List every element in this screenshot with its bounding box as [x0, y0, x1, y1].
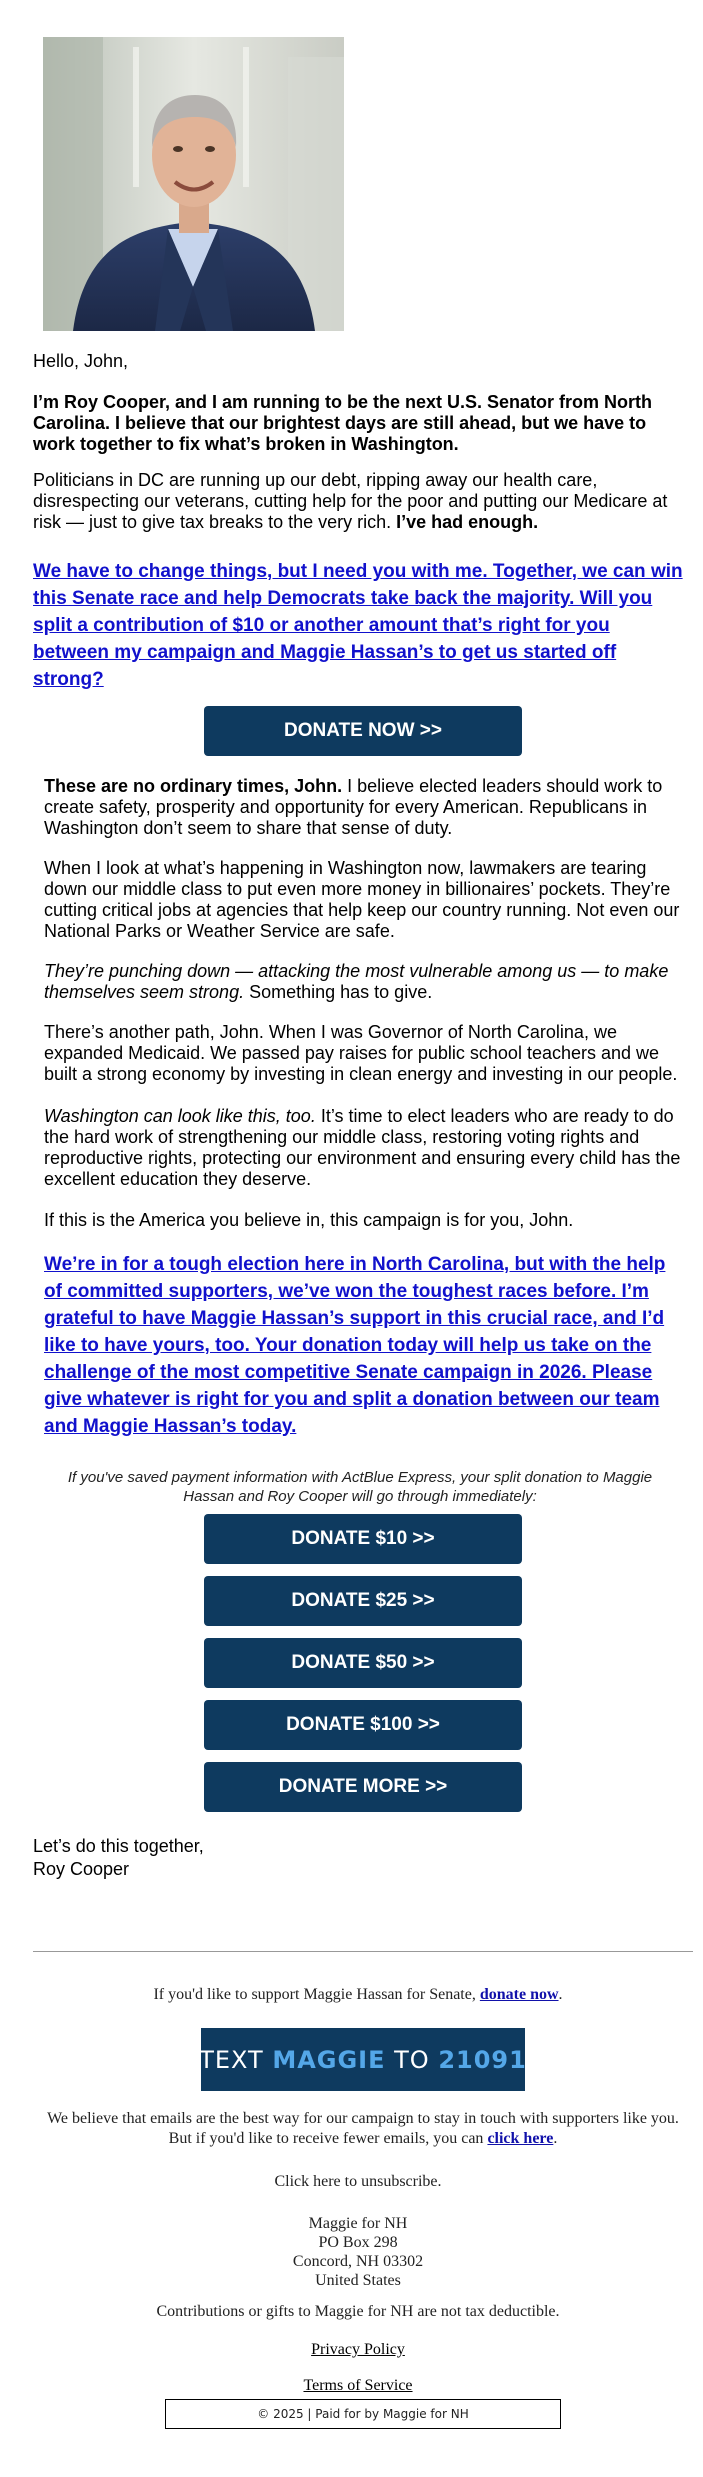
donate-25-button[interactable]: DONATE $25 >>: [204, 1576, 522, 1626]
ask-link-2[interactable]: We’re in for a tough election here in North Carolina, but with the help of committed supporters, we’ve won the toughest races before. I’m grateful to have Maggie Hassan’s support in this crucial race, and I’d like to have yours, too. Your donation today will help us take on the challenge of the most competitive Senate campaign in 2026. Please give whatever is right for you and split a donation between our team and Maggie Hassan’s today.: [44, 1254, 666, 1437]
signature: Roy Cooper: [33, 1859, 130, 1879]
footer-donate-now-link[interactable]: donate now: [479, 1986, 559, 2003]
paragraph-punching-down: [44, 961, 683, 1003]
paragraph-debt-text: Politicians in DC are running up our debt, ripping away our health care, disrespecting our veterans, cutting help for the poor and putting our Medicare at risk — just to give tax breaks to the very rich.: [33, 470, 668, 532]
donate-now-button[interactable]: DONATE NOW >>: [204, 706, 522, 756]
paragraph-debt: [33, 470, 683, 533]
donate-100-button[interactable]: DONATE $100 >>: [204, 1700, 522, 1750]
privacy-policy-link[interactable]: Privacy Policy: [311, 2341, 405, 2358]
paragraph-look-like-this-italic: Washington can look like this, too.: [44, 1106, 316, 1126]
paid-for-box: © 2025 | Paid for by Maggie for NH: [165, 2399, 561, 2429]
address-line-pobox: PO Box 298: [318, 2234, 398, 2251]
text-number: 21091: [438, 2045, 527, 2074]
paragraph-ordinary-times-text: I believe elected leaders should work to create safety, prosperity and opportunity for every American. Republicans in Washington don’t seem to share that sense of duty.: [44, 776, 663, 838]
footer-support-end: .: [558, 1986, 563, 2003]
candidate-photo: [43, 37, 344, 331]
actblue-express-note: If you've saved payment information with ActBlue Express, your split donation to Maggie Hassan and Roy Cooper will go through immediately:: [67, 1469, 653, 1505]
donate-50-button[interactable]: DONATE $50 >>: [204, 1638, 522, 1688]
paragraph-debt-bold: I’ve had enough.: [391, 512, 539, 532]
text-prefix: TEXT: [199, 2045, 273, 2074]
address-line-city: Concord, NH 03302: [292, 2253, 424, 2270]
footer-terms: [33, 2376, 683, 2396]
donate-10-button[interactable]: DONATE $10 >>: [204, 1514, 522, 1564]
text-keyword: MAGGIE: [272, 2045, 386, 2074]
paragraph-america: If this is the America you believe in, this campaign is for you, John.: [44, 1210, 574, 1230]
greeting: Hello, John,: [33, 351, 129, 371]
signoff: Let’s do this together,: [33, 1836, 204, 1856]
text-mid: TO: [385, 2045, 439, 2074]
paragraph-another-path: There’s another path, John. When I was Governor of North Carolina, we expanded Medicaid. We passed pay raises for public school teachers and we built a strong economy by investing in clean energy and investing in our people.: [44, 1022, 678, 1084]
footer-address: [33, 2214, 683, 2290]
address-line-country: United States: [315, 2272, 401, 2289]
terms-of-service-link[interactable]: Terms of Service: [303, 2377, 413, 2394]
footer-emails-text: We believe that emails are the best way for our campaign to stay in touch with supporters like you. But if you'd like to receive fewer emails, you can: [47, 2110, 679, 2147]
paragraph-look-like-this-text: It’s time to elect leaders who are ready to do the hard work of strengthening our middle class, restoring voting rights and reproductive rights, protecting our environment and ensuring every child has the excellent education they deserve.: [44, 1106, 681, 1189]
address-line-org: Maggie for NH: [308, 2215, 408, 2232]
paragraph-look-like-this: [44, 1106, 683, 1190]
footer-privacy: [33, 2340, 683, 2360]
intro-paragraph: I’m Roy Cooper, and I am running to be the next U.S. Senator from North Carolina. I believe that our brightest days are still ahead, but we have to work together to fix what’s broken in Washington.: [33, 392, 653, 454]
paragraph-washington: When I look at what’s happening in Washington now, lawmakers are tearing down our middle class to put even more money in billionaires’ pockets. They’re cutting critical jobs at agencies that help keep our country running. Not even our National Parks or Weather Service are safe.: [44, 858, 680, 941]
text-maggie-banner[interactable]: [201, 2028, 525, 2091]
footer-unsubscribe-link[interactable]: Click here to unsubscribe.: [274, 2173, 442, 2190]
ask-link-1[interactable]: We have to change things, but I need you with me. Together, we can win this Senate race and help Democrats take back the majority. Will you split a contribution of $10 or another amount that’s right for you between my campaign and Maggie Hassan’s to get us started off strong?: [33, 561, 683, 690]
paragraph-punching-down-text: Something has to give.: [244, 982, 433, 1002]
paragraph-punching-down-italic: They’re punching down — attacking the most vulnerable among us — to make themselves seem strong.: [44, 961, 669, 1002]
footer-divider: [33, 1951, 693, 1952]
footer-tax-note: Contributions or gifts to Maggie for NH are not tax deductible.: [156, 2303, 560, 2320]
footer-emails-note: [40, 2109, 686, 2149]
footer-click-here-link[interactable]: click here: [487, 2130, 554, 2147]
footer-support-text: If you'd like to support Maggie Hassan for Senate,: [153, 1986, 480, 2003]
donate-more-button[interactable]: DONATE MORE >>: [204, 1762, 522, 1812]
paragraph-ordinary-times: [44, 776, 683, 839]
footer-emails-end: .: [553, 2130, 558, 2147]
paragraph-ordinary-times-bold: These are no ordinary times, John.: [44, 776, 343, 796]
footer-support-line: [33, 1985, 683, 2005]
